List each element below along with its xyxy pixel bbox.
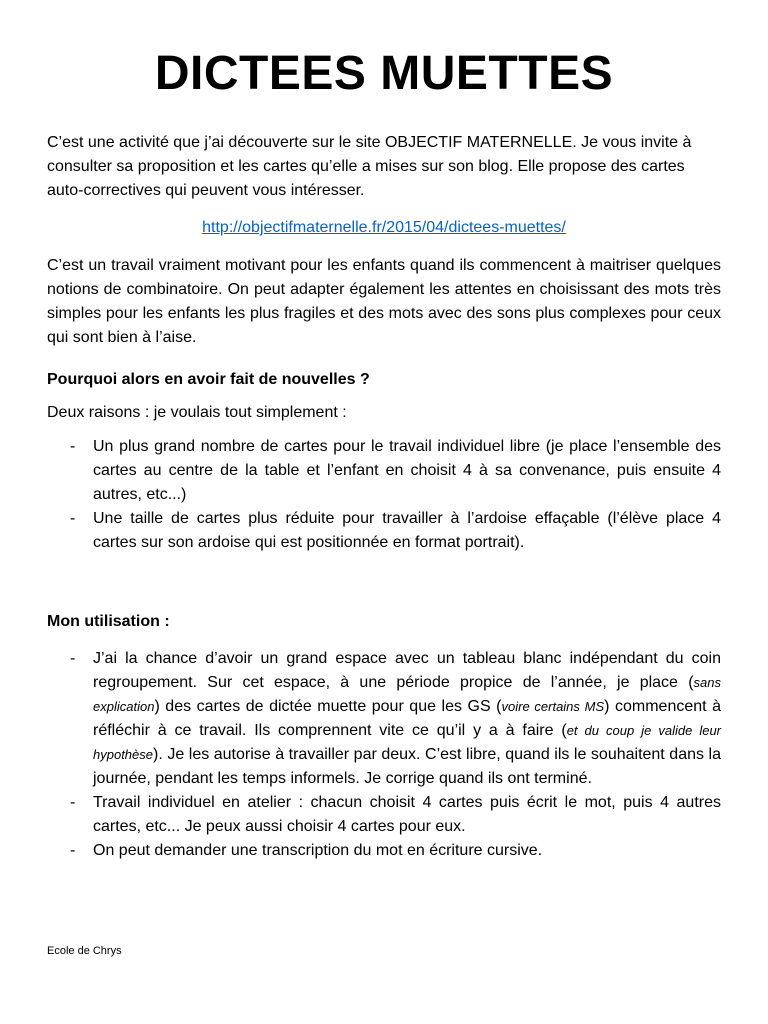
- link-line: [0, 216, 768, 240]
- usage-text: J’ai la chance d’avoir un grand espace avec un tableau blanc indépendant du coin regroupement. Sur cet espace, à une période propice de l’année, je place (: [93, 650, 721, 691]
- usage-list: [47, 647, 721, 863]
- list-item: - Une taille de cartes plus réduite pour travailler à l’ardoise effaçable (l’élève place 4 cartes sur son ardoise qui est positionnée en format portrait).: [47, 507, 721, 555]
- heading-pourquoi: Pourquoi alors en avoir fait de nouvelles ?: [47, 371, 370, 388]
- usage-italic: et du coup je valide leur hypothèse: [93, 723, 722, 762]
- motivation-paragraph: C’est un travail vraiment motivant pour les enfants quand ils commencent à maitriser quelques notions de combinatoire. On peut adapter également les attentes en choisissant des mots très simples pour les enfants les plus fragiles et des mots avec des sons plus complexes pour ceux qui sont bien à l’aise.: [47, 257, 721, 346]
- reasons-list: [47, 435, 721, 555]
- usage-italic: sans explication: [93, 675, 721, 714]
- intro-paragraph: C’est une activité que j’ai découverte sur le site OBJECTIF MATERNELLE. Je vous invite à consulter sa proposition et les cartes qu’elle a mises sur son blog. Elle propose des cartes auto-correctives qui peuvent vous intéresser.: [47, 134, 692, 199]
- list-item: - Travail individuel en atelier : chacun choisit 4 cartes puis écrit le mot, puis 4 autres cartes, etc... Je peux aussi choisir 4 cartes pour eux.: [47, 791, 721, 839]
- list-item: [47, 647, 721, 791]
- usage-text: ). Je les autorise à travailler par deux. C’est libre, quand ils le souhaitent dans la journée, pendant les temps informels. Je corrige quand ils ont terminé.: [93, 746, 721, 787]
- reasons-intro: Deux raisons : je voulais tout simplement :: [47, 404, 347, 421]
- list-item: - Un plus grand nombre de cartes pour le travail individuel libre (je place l’ensemble des cartes au centre de la table et l’enfant en choisit 4 à sa convenance, puis ensuite 4 autres, etc...): [47, 435, 721, 507]
- usage-italic: voire certains MS: [501, 699, 605, 714]
- usage-text: ) des cartes de dictée muette pour que les GS (: [154, 698, 502, 715]
- page-title: DICTEES MUETTES: [154, 47, 614, 100]
- list-item: - On peut demander une transcription du mot en écriture cursive.: [47, 839, 721, 863]
- objectif-maternelle-link[interactable]: http://objectifmaternelle.fr/2015/04/dictees-muettes/: [202, 219, 566, 236]
- heading-utilisation: Mon utilisation :: [47, 613, 170, 630]
- usage-text: ) commencent à réfléchir à ce travail. Ils comprennent vite ce qu’il y a à faire (: [93, 698, 722, 739]
- footer-text: Ecole de Chrys: [47, 945, 122, 957]
